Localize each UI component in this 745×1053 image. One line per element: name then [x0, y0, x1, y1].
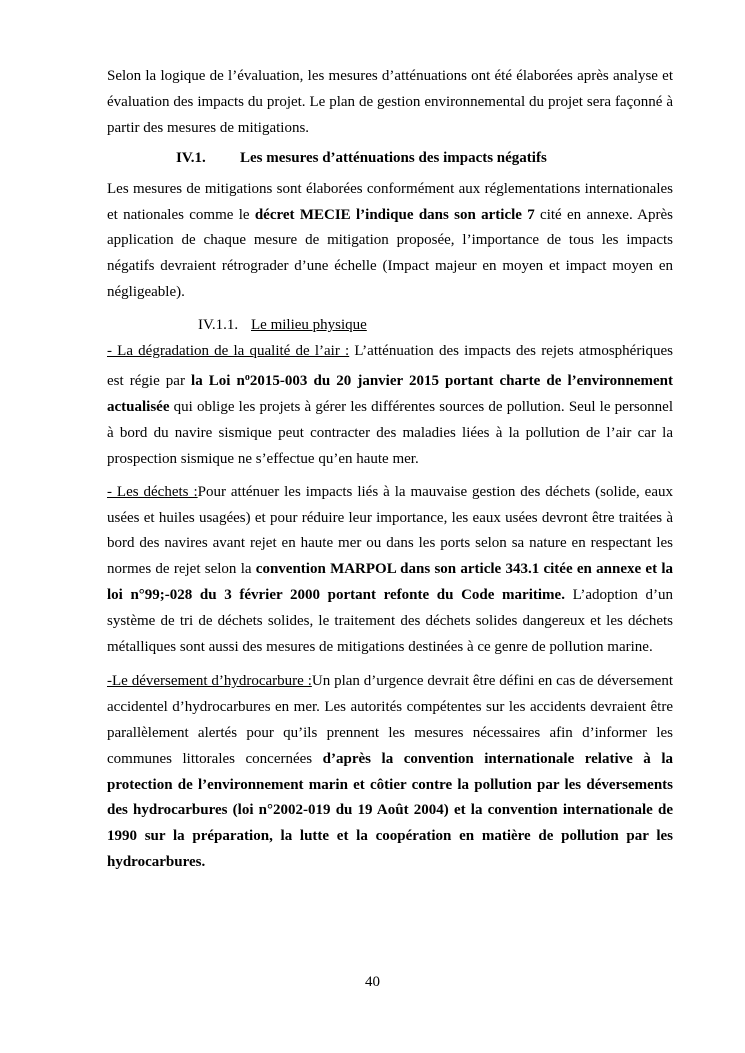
air-quality-paragraph [107, 339, 673, 473]
waste-paragraph [107, 480, 673, 661]
section-paragraph-bold-1: décret MECIE l’indique dans son article 7 [254, 206, 535, 223]
section-paragraph [107, 177, 673, 307]
air-quality-bold-1: la Loi n [191, 372, 245, 389]
subsection-number: IV.1.1. [198, 317, 239, 334]
waste-text-1: Pour atténuer les impacts liés à la mauvaise gestion des déchets (solide, eaux usées et huiles usagées) et pour réduire leur importance, les eaux usées devront être traitées à bord des navires avant rejet en haute mer ou dans les ports selon sa nature en respectant les normes de rejet selon la [107, 483, 673, 578]
air-quality-label: - La dégradation de la qualité de l’air : [107, 343, 350, 360]
section-number: IV.1. [176, 149, 206, 166]
subsection-title: Le milieu physique [251, 317, 367, 334]
air-quality-bold-2: 2015-003 du 20 janvier 2015 portant charte de l’environnement actualisée [107, 372, 674, 415]
spill-paragraph [107, 669, 673, 876]
section-paragraph-text-2: cité en annexe. Après application de chaque mesure de mitigation proposée, l’importance de tous les impacts négatifs devraient rétrograder d’une échelle (Impact majeur en moyen et impact moyen en négligeable). [107, 206, 673, 301]
spill-label: -Le déversement d’hydrocarbure : [107, 672, 312, 689]
air-quality-superscript: o [244, 371, 250, 383]
spill-bold-1: d’après la convention internationale relative à la protection de l’environnement marin et côtier contre la pollution par les déversements des hydrocarbures (loi n°2002-019 du 19 Août 2004) et la convention internationale de 1990 sur la préparation, la lutte et la coopération en matière de pollution par les hydrocarbures. [107, 750, 673, 871]
air-quality-text-1: L’atténuation des impacts des rejets atmosphériques est régie par [107, 343, 673, 389]
intro-paragraph: Selon la logique de l’évaluation, les mesures d’atténuations ont été élaborées après analyse et évaluation des impacts du projet. Le plan de gestion environnemental du projet sera façonné à partir des mesures de mitigations. [107, 68, 673, 136]
subsection-heading [107, 313, 673, 339]
section-paragraph-text-1: Les mesures de mitigations sont élaborées conformément aux réglementations internationales et nationales comme le [107, 180, 673, 223]
document-page [107, 64, 673, 876]
waste-label: - Les déchets : [107, 483, 198, 500]
waste-text-2: L’adoption d’un système de tri de déchets solides, le traitement des déchets solides dangereux et les déchets métalliques sont aussi des mesures de mitigations destinées à ce genre de pollution marine. [107, 587, 673, 656]
section-heading [107, 146, 673, 172]
page-number: 40 [365, 974, 380, 990]
section-title: Les mesures d’atténuations des impacts négatifs [240, 149, 547, 166]
spill-text-1: Un plan d’urgence devrait être défini en cas de déversement accidentel d’hydrocarbures en mer. Les autorités compétentes sur les accidents devraient être parallèlement alertés pour qu’ils prennent les mesures nécessaires afin d’informer les communes littorales concernées [107, 672, 673, 767]
waste-bold-1: convention MARPOL dans son article 343.1 citée en annexe et la loi n°99;-028 du 3 février 2000 portant refonte du Code maritime. [107, 561, 674, 604]
air-quality-text-2: qui oblige les projets à gérer les différentes sources de pollution. Seul le personnel à bord du navire sismique peut contracter des maladies liées à la pollution de l’air car la prospection sismique ne s’effectue qu’en haute mer. [107, 398, 673, 467]
